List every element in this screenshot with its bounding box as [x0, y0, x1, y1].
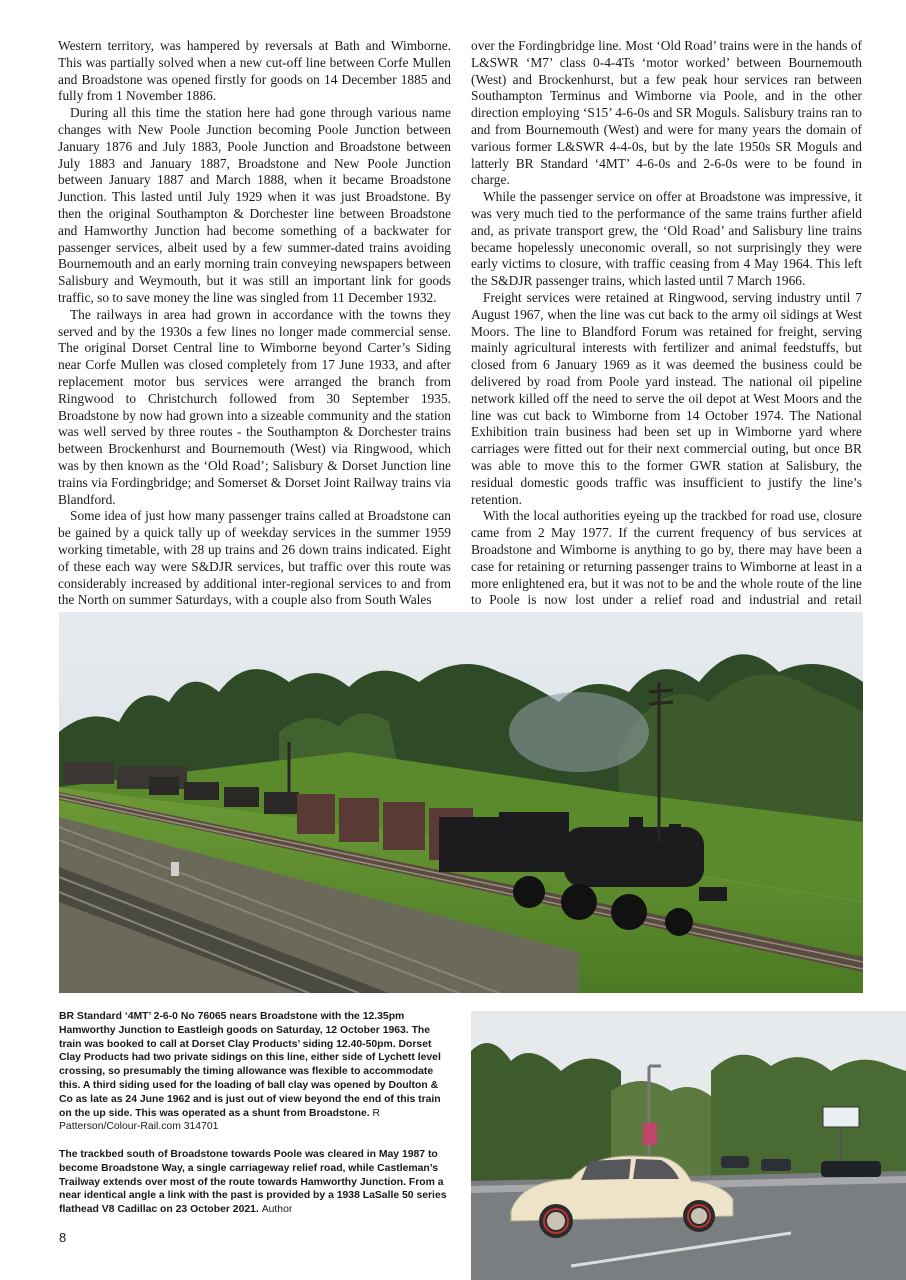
article-paragraph: over the Fordingbridge line. Most ‘Old Road’ trains were in the hands of L&SWR ‘M7’ class 0-4-4Ts ‘motor worked’ between Bournemouth (West) and Brockenhurst, but a few peak hour services ran between Southampton Terminus and Wimborne via Poole, and in the other direction employing ‘S15’ 4-6-0s and SR Moguls. Salisbury trains ran to and from Bournemouth (West) and were for many years the domain of various former L&SWR 4-4-0s, but by the late 1950s SR Moguls and latterly BR Standard ‘4MT’ 4-6-0s and 2-6-0s were to be found in charge. [471, 38, 862, 188]
article-paragraph: Some idea of just how many passenger trains called at Broadstone can be gained by a quick tally up of weekday services in the summer 1959 working timetable, with 28 up trains and 26 down trains indicated. Eight of these each way were S&DJR services, but traffic over this route was considerably increased by additional inter-regional services to and from the North on summer Saturdays, with a couple also from South Wales [58, 508, 451, 608]
train-photo-caption [59, 1010, 454, 1134]
article-paragraph: The railways in area had grown in accordance with the towns they served and by the 1930s a few lines no longer made commercial sense. The original Dorset Central line to Wimborne beyond Carter’s Siding near Corfe Mullen was closed completely from 17 June 1933, and after replacement motor bus services were arranged the branch from Ringwood to Christchurch followed from 30 September 1935. Broadstone by now had grown into a sizeable community and the station was well served by three routes - the Southampton & Dorchester trains between Brockenhurst and Bournemouth (West) via Ringwood, which was by then known as the ‘Old Road’; Salisbury & Dorset Junction line trains via Fordingbridge; and Somerset & Dorset Joint Railway trains via Blandford. [58, 306, 451, 507]
train-caption-text: BR Standard ‘4MT’ 2-6-0 No 76065 nears Broadstone with the 12.35pm Hamworthy Junction to Eastleigh goods on Saturday, 12 October 1963. The train was booked to call at Dorset Clay Products’ siding 12.40-50pm. Dorset Clay Products had two private sidings on this line, either side of Lychett level crossing, so presumably the timing allowance was flexible to accommodate this. A third siding used for the loading of ball clay was opened by Doulton & Co as late as 24 June 1962 and is just out of view beyond the end of this train on the up side. This was operated as a shunt from Broadstone. [59, 1011, 441, 1119]
steam-goods-train-photo [59, 612, 863, 993]
article-paragraph: While the passenger service on offer at Broadstone was impressive, it was very much tied to the performance of the same trains further afield and, as private transport grew, the ‘Old Road’ and Salisbury line trains became hopelessly uneconomic overall, so not surprisingly they were early victims to closure, with traffic ceasing from 4 May 1964. This left the S&DJR passenger trains, which lasted until 7 March 1966. [471, 189, 862, 289]
car-photo-caption [59, 1148, 454, 1217]
car-caption-credit: Author [261, 1204, 293, 1216]
article-paragraph: With the local authorities eyeing up the trackbed for road use, closure came from 2 May 1977. If the current frequency of bus services at Broadstone and Wimborne is anything to go by, there may have been a case for retaining or returning passenger trains to Wimborne at least in a more enlightened era, but it was not to be and the whole route of the line to Poole is now lost under a relief road and industrial and retail [471, 508, 862, 608]
page-number: 8 [59, 1230, 67, 1245]
article-left-column [58, 38, 451, 609]
article-right-column [471, 38, 862, 626]
train-caption-credit: R Patterson/Colour-Rail.com 314701 [59, 1107, 381, 1133]
vintage-car-photo [471, 1011, 906, 1280]
car-caption-text: The trackbed south of Broadstone towards Poole was cleared in May 1987 to become Broadstone Way, a single carriageway relief road, while Castleman’s Trailway extends over most of the route towards Hamworthy Junction. From a near identical angle a link with the past is provided by a 1938 LaSalle 50 series flathead V8 Cadillac on 23 October 2021. [59, 1149, 447, 1216]
article-paragraph: Freight services were retained at Ringwood, serving industry until 7 August 1967, when the line was cut back to the army oil sidings at West Moors. The line to Blandford Forum was retained for freight, serving mainly agricultural interests with fertilizer and animal feedstuffs, but closed from 6 January 1969 as it was deemed the business could be delivered by road from Poole yard instead. The national oil pipeline network killed off the need to serve the oil depot at West Moors and the line was cut back to Wimborne from 14 October 1974. The National Exhibition train business had been set up in Wimborne yard where carriages were fitted out for their next commercial outing, but once BR was able to move this to the former GWR station at Salisbury, the residual domestic goods traffic was insufficient to justify the line’s retention. [471, 289, 862, 507]
article-paragraph: Western territory, was hampered by reversals at Bath and Wimborne. This was partially solved when a new cut-off line between Corfe Mullen and Broadstone was opened firstly for goods on 14 December 1885 and fully from 1 November 1886. [58, 38, 451, 104]
article-paragraph: During all this time the station here had gone through various name changes with New Poole Junction becoming Poole Junction between January 1876 and July 1883, Poole Junction and Broadstone between July 1883 and January 1887, Broadstone and New Poole Junction between January 1887 and March 1888, when it became Broadstone Junction. This lasted until July 1929 when it was just Broadstone. By then the original Southampton & Dorchester line between Broadstone and Hamworthy Junction had become something of a backwater for passenger services, albeit used by a few summer-dated trains avoiding Bournemouth and an early morning train conveying newspapers between Salisbury and Weymouth, but it was still an important link for goods traffic, so to save money the line was singled from 11 December 1932. [58, 105, 451, 305]
